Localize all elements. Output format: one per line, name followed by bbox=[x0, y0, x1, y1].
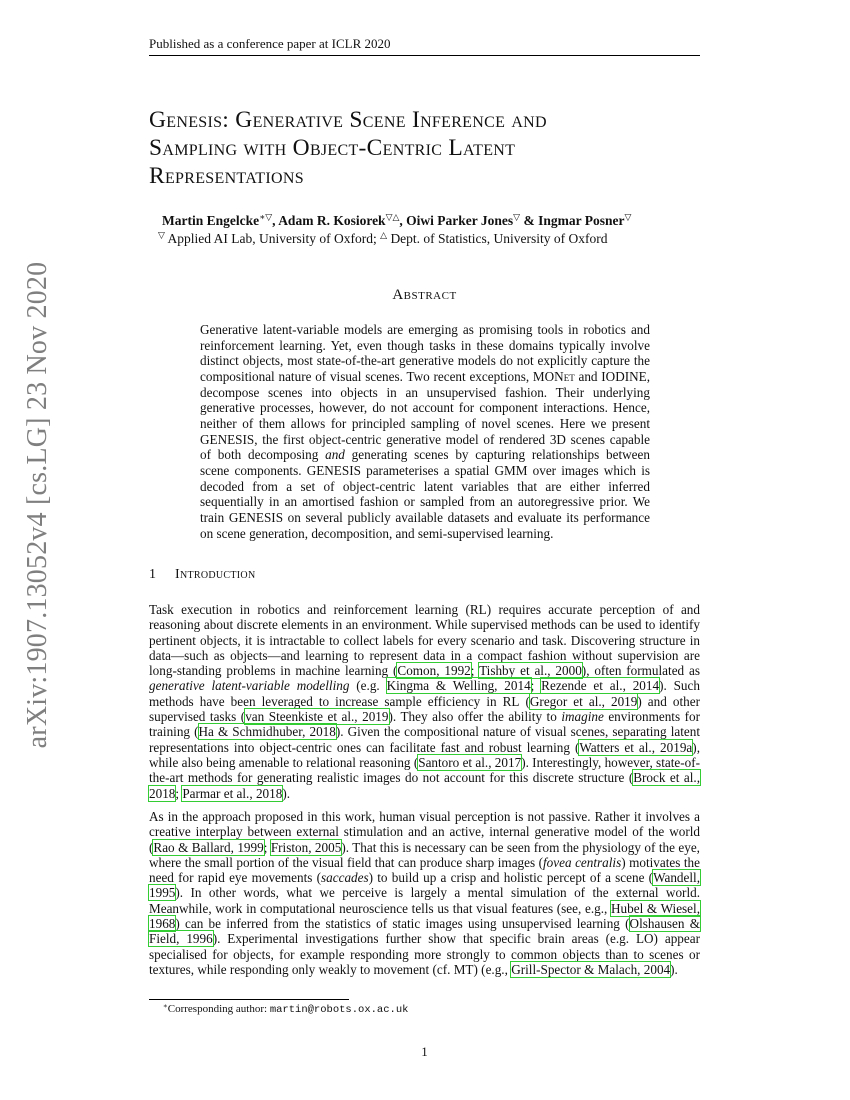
author-marks: ▽ bbox=[624, 212, 632, 222]
text-run: ; bbox=[530, 678, 542, 694]
title-line: Genesis: Generative Scene Inference and bbox=[149, 107, 547, 133]
text-run: ). bbox=[282, 785, 291, 801]
citation-link[interactable]: Tishby et al., 2000 bbox=[479, 663, 582, 679]
emphasis: generative latent-variable modelling bbox=[149, 678, 350, 694]
acronym: GMM bbox=[494, 462, 528, 478]
emphasis: imagine bbox=[561, 709, 604, 725]
author-marks: ▽△ bbox=[385, 212, 400, 222]
citation-link[interactable]: Santoro et al., 2017 bbox=[418, 754, 522, 770]
text-run: ). Such methods have been leveraged to increase sample efficiency in bbox=[149, 678, 700, 709]
citation-link[interactable]: Comon, 1992 bbox=[397, 663, 471, 679]
citation-link[interactable]: Rezende et al., 2014 bbox=[541, 678, 660, 694]
author-separator: , bbox=[399, 213, 407, 228]
citation-link[interactable]: Friston, 2005 bbox=[270, 839, 342, 855]
section-title: Introduction bbox=[175, 567, 256, 582]
text-run: generating scenes by capturing relationships between scene components. bbox=[200, 447, 650, 478]
emphasis: and bbox=[325, 447, 345, 463]
text-run: ; bbox=[175, 785, 183, 801]
title-line: Sampling with Object-Centric Latent bbox=[149, 135, 516, 161]
abstract-body bbox=[200, 322, 650, 541]
footnote-rule bbox=[149, 999, 349, 1000]
text-run: environments for training ( bbox=[149, 709, 700, 740]
text-run: on several publicly available datasets and evaluate its performance on scene generation, decomposition, and semi-supervised learning. bbox=[200, 509, 650, 541]
text-run: ). They also offer the ability to bbox=[388, 709, 562, 725]
model-name: MONet bbox=[532, 368, 575, 384]
citation-link[interactable]: Olshausen & Field, 1996 bbox=[149, 916, 700, 947]
text-run: (e.g. bbox=[349, 678, 387, 694]
acronym: RL bbox=[469, 602, 487, 617]
model-name: GENESIS bbox=[200, 431, 255, 447]
text-run: ). Interestingly, however, state-of-the-art methods for generating realistic images do not account for this discrete structure ( bbox=[149, 754, 700, 786]
text-run: ) and other supervised tasks ( bbox=[149, 693, 700, 725]
text-run: and bbox=[574, 368, 602, 384]
affiliation-text: Dept. of Statistics, University of Oxford bbox=[387, 231, 608, 246]
author-name: Oiwi Parker Jones bbox=[406, 213, 514, 228]
affiliation-mark: △ bbox=[380, 230, 388, 240]
title-line: Representations bbox=[149, 163, 304, 189]
text-run: ). That this is necessary can be seen from the physiology of the eye, where the small portion of the visual field that can produce sharp images ( bbox=[149, 839, 700, 870]
citation-link[interactable]: Grill-Spector & Malach, 2004 bbox=[511, 961, 671, 977]
affiliation-mark: ▽ bbox=[158, 230, 165, 240]
acronym: RL bbox=[502, 693, 520, 709]
model-name: IODINE bbox=[601, 368, 647, 384]
author-separator: , bbox=[272, 213, 279, 228]
text-run: ) motivates the need for rapid eye movements ( bbox=[149, 854, 700, 886]
text-run: ) requires accurate perception of and reasoning about discrete elements in an environment. While supervised methods can be used to identify pertinent objects, it is intractable to collect labels for every scenario and task. Discovering structure in data—such as objects—and learning to represent data in a compact fashion without supervision are long-standing problems in machine learning ( bbox=[149, 602, 700, 679]
model-name: GENESIS bbox=[306, 462, 361, 478]
emphasis: saccades bbox=[321, 870, 369, 886]
footnote-mark: ∗ bbox=[163, 1002, 168, 1010]
author-separator: & bbox=[520, 213, 539, 228]
section-heading bbox=[149, 567, 700, 583]
running-header: Published as a conference paper at ICLR 2020 bbox=[149, 36, 700, 56]
text-run: ), while also being amenable to relational reasoning ( bbox=[149, 739, 700, 770]
section-number: 1 bbox=[149, 567, 157, 582]
citation-link[interactable]: Kingma & Welling, 2014 bbox=[386, 678, 531, 694]
text-run: ) to build up a crisp and holistic percept of a scene ( bbox=[368, 870, 654, 886]
text-run: ). Experimental investigations further show that specific brain areas (e.g. LO) appear specialised for objects, for example responding more strongly to common objects than to scenes or textures, while responding only weakly to movement (cf. MT) (e.g., bbox=[149, 931, 700, 977]
text-run: ). In other words, what we perceive is largely a mental simulation of the external world. Meanwhile, work in computational neuroscience tells us that visual features (see, e.g., bbox=[149, 885, 700, 916]
text-run: ), often formulated as bbox=[581, 663, 700, 679]
author-marks: ∗▽ bbox=[259, 212, 273, 222]
intro-paragraph-2 bbox=[149, 809, 700, 977]
author-name: Adam R. Kosiorek bbox=[278, 213, 386, 228]
text-run: As in the approach proposed in this work, human visual perception is not passive. Rather it involves a creative interplay between external stimulation and an active, internal generative model of the world ( bbox=[149, 809, 700, 855]
page-number: 1 bbox=[421, 1044, 428, 1059]
citation-link[interactable]: Hubel & Wiesel, 1968 bbox=[149, 900, 700, 932]
text-run: ) can be inferred from the statistics of static images using unsupervised learning ( bbox=[175, 916, 630, 932]
text-run: ). bbox=[670, 961, 678, 977]
text-run: over images which is decoded from a set of object-centric latent variables that are either inferred sequentially in an amortised fashion or sampled from an autoregressive prior. We train bbox=[200, 462, 651, 525]
text-run: ). Given the compositional nature of visual scenes, separating latent representations into object-centric ones can facilitate fast and robust learning ( bbox=[149, 724, 700, 755]
affiliations bbox=[158, 231, 718, 247]
abstract-heading: Abstract bbox=[392, 287, 457, 303]
intro-paragraph-1 bbox=[149, 602, 700, 801]
citation-link[interactable]: Gregor et al., 2019 bbox=[529, 693, 638, 709]
paper-title bbox=[149, 106, 709, 190]
affiliation-text: Applied AI Lab, University of Oxford; bbox=[164, 231, 381, 246]
model-name: GENESIS bbox=[228, 509, 284, 525]
text-run: ; bbox=[470, 663, 480, 679]
footnote bbox=[163, 1003, 408, 1016]
citation-link[interactable]: van Steenkiste et al., 2019 bbox=[245, 709, 389, 725]
text-run: Generative latent-variable models are emerging as promising tools in robotics and reinforcement learning. Yet, even though tasks in these domains typically involve distinct objects, most state-of-the-art generative models do not explicitly capture the compositional nature of visual scenes. Two recent exceptions, bbox=[200, 322, 650, 384]
author-list bbox=[162, 213, 722, 229]
email-link[interactable]: martin@robots.ox.ac.uk bbox=[269, 1004, 409, 1016]
text-run: , decompose scenes into objects in an unsupervised fashion. Their underlying generative processes, however, do not account for component interactions. Hence, neither of them allows for principled sampling of novel scenes. Here we present bbox=[200, 368, 650, 431]
text-run: ( bbox=[519, 693, 530, 709]
text-run: Task execution in robotics and reinforcement learning ( bbox=[149, 602, 470, 617]
citation-link[interactable]: Wandell, 1995 bbox=[149, 870, 700, 901]
footnote-label: Corresponding author: bbox=[167, 1003, 270, 1015]
author-name: Martin Engelcke bbox=[162, 213, 260, 228]
text-run: , the first object-centric generative model of rendered 3D scenes capable of both decomposing bbox=[200, 431, 650, 463]
citation-link[interactable]: Parmar et al., 2018 bbox=[182, 785, 283, 801]
citation-link[interactable]: Watters et al., 2019a bbox=[579, 739, 693, 755]
arxiv-stamp: arXiv:1907.13052v4 [cs.LG] 23 Nov 2020 bbox=[22, 261, 53, 749]
text-run: ; bbox=[263, 839, 271, 855]
citation-link[interactable]: Ha & Schmidhuber, 2018 bbox=[198, 724, 336, 740]
author-marks: ▽ bbox=[513, 212, 521, 222]
citation-link[interactable]: Rao & Ballard, 1999 bbox=[153, 839, 264, 855]
emphasis: fovea centralis bbox=[543, 854, 622, 870]
author-name: Ingmar Posner bbox=[538, 213, 625, 228]
text-run: parameterises a spatial bbox=[360, 462, 495, 478]
citation-link[interactable]: Brock et al., 2018 bbox=[149, 770, 700, 801]
